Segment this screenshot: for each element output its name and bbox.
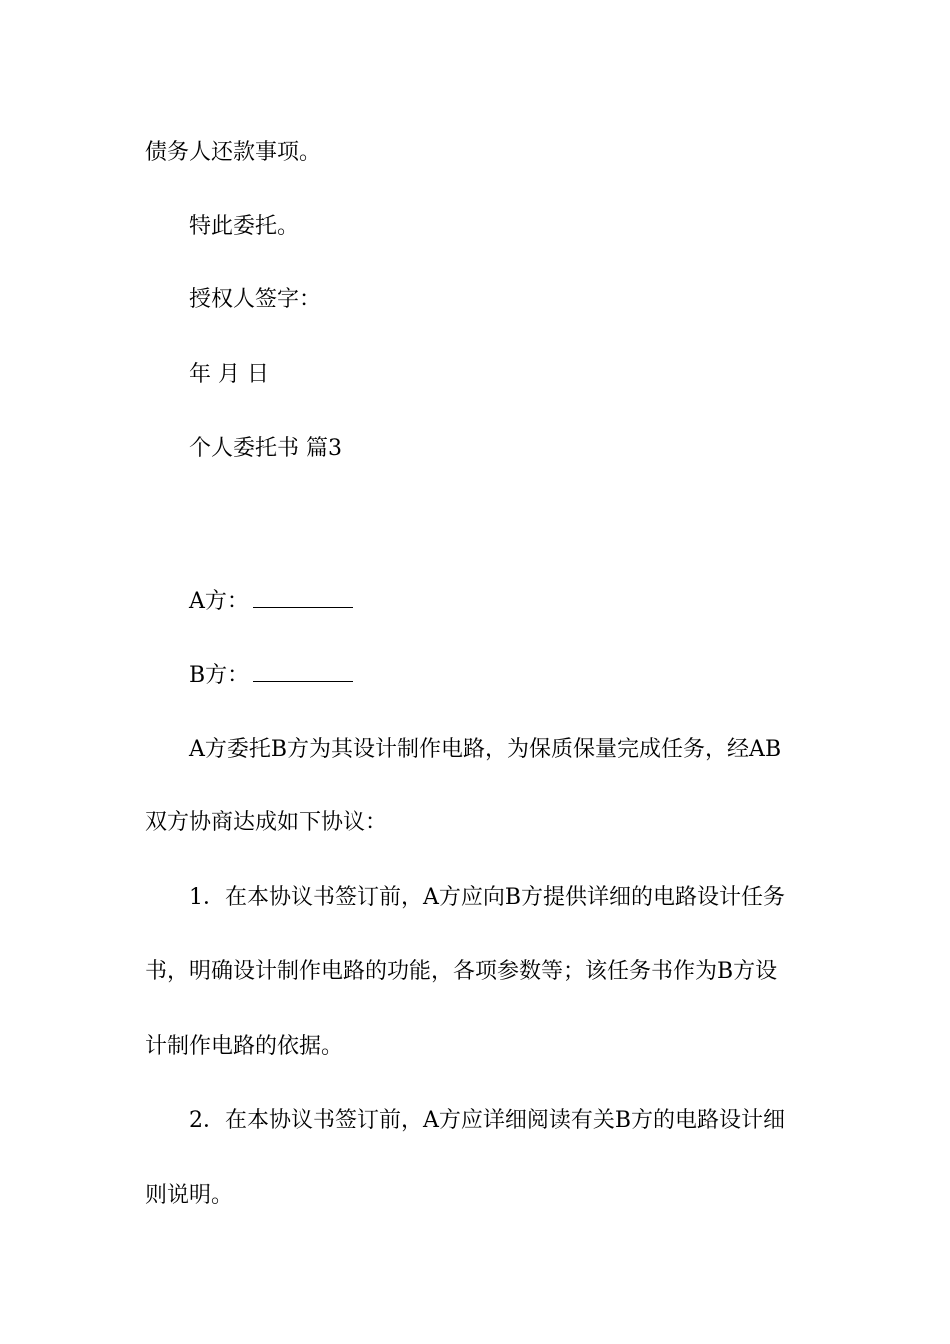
party-a-label: A方： <box>189 589 249 614</box>
entrust-closing: 特此委托。 <box>189 214 300 239</box>
clause-1-line-1: 1．在本协议书签订前，A方应向B方提供详细的电路设计任务 <box>189 885 786 910</box>
agreement-intro-line-1: A方委托B方为其设计制作电路，为保质保量完成任务，经AB <box>189 737 782 762</box>
clause-2-line-1: 2．在本协议书签订前，A方应详细阅读有关B方的电路设计细 <box>189 1108 786 1133</box>
party-a-blank <box>253 587 353 608</box>
authorizer-signature-label: 授权人签字： <box>189 287 322 312</box>
party-b-blank <box>253 661 353 682</box>
party-a-line <box>189 587 353 617</box>
clause-2-line-2: 则说明。 <box>145 1183 234 1208</box>
clause-1-line-3: 计制作电路的依据。 <box>145 1034 344 1059</box>
clause-1-line-2: 书，明确设计制作电路的功能，各项参数等；该任务书作为B方设 <box>145 959 778 984</box>
section-heading: 个人委托书 篇3 <box>189 436 342 461</box>
party-b-label: B方： <box>189 663 250 688</box>
paragraph-continuation: 债务人还款事项。 <box>145 140 322 165</box>
date-line: 年 月 日 <box>189 362 269 387</box>
party-b-line <box>189 661 353 691</box>
agreement-intro-line-2: 双方协商达成如下协议： <box>145 810 388 835</box>
